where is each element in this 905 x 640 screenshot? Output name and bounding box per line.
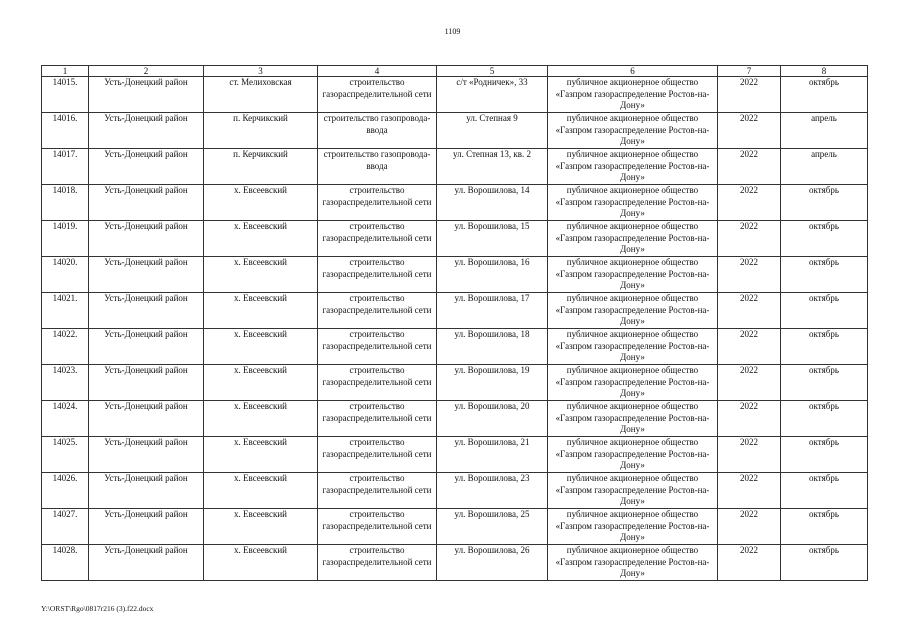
address-cell: ул. Ворошилова, 26 [437, 545, 548, 581]
year-cell: 2022 [718, 257, 781, 293]
table-row [42, 113, 868, 149]
work-type-cell: строительство газораспределительной сети [318, 329, 437, 365]
year-cell: 2022 [718, 437, 781, 473]
address-cell: ул. Ворошилова, 18 [437, 329, 548, 365]
year-cell: 2022 [718, 77, 781, 113]
settlement-cell: х. Евсеевский [204, 545, 318, 581]
year-cell: 2022 [718, 185, 781, 221]
year-cell: 2022 [718, 149, 781, 185]
address-cell: ул. Ворошилова, 14 [437, 185, 548, 221]
organization-cell: публичное акционерное общество «Газпром газораспределение Ростов-на-Дону» [548, 221, 718, 257]
row-number: 14017. [42, 149, 89, 185]
table-row [42, 509, 868, 545]
settlement-cell: п. Керчикский [204, 113, 318, 149]
month-cell: октябрь [781, 437, 868, 473]
column-header: 3 [204, 66, 318, 77]
year-cell: 2022 [718, 509, 781, 545]
row-number: 14019. [42, 221, 89, 257]
column-header: 8 [781, 66, 868, 77]
month-cell: октябрь [781, 185, 868, 221]
table-row [42, 365, 868, 401]
table-row [42, 473, 868, 509]
organization-cell: публичное акционерное общество «Газпром газораспределение Ростов-на-Дону» [548, 545, 718, 581]
footer-file-path: Y:\ORST\Rgo\0817r216 (3).f22.docx [41, 604, 154, 613]
district-cell: Усть-Донецкий район [89, 365, 204, 401]
district-cell: Усть-Донецкий район [89, 257, 204, 293]
row-number: 14020. [42, 257, 89, 293]
organization-cell: публичное акционерное общество «Газпром газораспределение Ростов-на-Дону» [548, 401, 718, 437]
organization-cell: публичное акционерное общество «Газпром газораспределение Ростов-на-Дону» [548, 257, 718, 293]
registry-table [41, 65, 868, 581]
row-number: 14026. [42, 473, 89, 509]
column-header: 7 [718, 66, 781, 77]
district-cell: Усть-Донецкий район [89, 329, 204, 365]
row-number: 14027. [42, 509, 89, 545]
year-cell: 2022 [718, 545, 781, 581]
work-type-cell: строительство газораспределительной сети [318, 185, 437, 221]
row-number: 14023. [42, 365, 89, 401]
work-type-cell: строительство газораспределительной сети [318, 365, 437, 401]
settlement-cell: х. Евсеевский [204, 329, 318, 365]
table-row [42, 185, 868, 221]
table-row [42, 77, 868, 113]
row-number: 14024. [42, 401, 89, 437]
month-cell: октябрь [781, 293, 868, 329]
organization-cell: публичное акционерное общество «Газпром газораспределение Ростов-на-Дону» [548, 77, 718, 113]
settlement-cell: х. Евсеевский [204, 257, 318, 293]
organization-cell: публичное акционерное общество «Газпром газораспределение Ростов-на-Дону» [548, 113, 718, 149]
row-number: 14022. [42, 329, 89, 365]
organization-cell: публичное акционерное общество «Газпром газораспределение Ростов-на-Дону» [548, 509, 718, 545]
table-row [42, 401, 868, 437]
month-cell: октябрь [781, 257, 868, 293]
month-cell: октябрь [781, 221, 868, 257]
address-cell: с/т «Родничек», 33 [437, 77, 548, 113]
page-number: 1109 [444, 27, 461, 36]
month-cell: апрель [781, 113, 868, 149]
column-header: 2 [89, 66, 204, 77]
address-cell: ул. Ворошилова, 23 [437, 473, 548, 509]
work-type-cell: строительство газораспределительной сети [318, 221, 437, 257]
settlement-cell: х. Евсеевский [204, 293, 318, 329]
district-cell: Усть-Донецкий район [89, 185, 204, 221]
district-cell: Усть-Донецкий район [89, 437, 204, 473]
month-cell: октябрь [781, 401, 868, 437]
settlement-cell: х. Евсеевский [204, 185, 318, 221]
table-row [42, 221, 868, 257]
organization-cell: публичное акционерное общество «Газпром газораспределение Ростов-на-Дону» [548, 293, 718, 329]
work-type-cell: строительство газораспределительной сети [318, 77, 437, 113]
district-cell: Усть-Донецкий район [89, 149, 204, 185]
address-cell: ул. Ворошилова, 25 [437, 509, 548, 545]
month-cell: октябрь [781, 365, 868, 401]
month-cell: октябрь [781, 473, 868, 509]
row-number: 14015. [42, 77, 89, 113]
settlement-cell: х. Евсеевский [204, 509, 318, 545]
address-cell: ул. Ворошилова, 17 [437, 293, 548, 329]
year-cell: 2022 [718, 113, 781, 149]
column-header: 6 [548, 66, 718, 77]
month-cell: октябрь [781, 329, 868, 365]
month-cell: октябрь [781, 545, 868, 581]
district-cell: Усть-Донецкий район [89, 401, 204, 437]
table-row [42, 293, 868, 329]
table-row [42, 437, 868, 473]
address-cell: ул. Ворошилова, 21 [437, 437, 548, 473]
district-cell: Усть-Донецкий район [89, 545, 204, 581]
table-row [42, 149, 868, 185]
organization-cell: публичное акционерное общество «Газпром газораспределение Ростов-на-Дону» [548, 185, 718, 221]
table-row [42, 329, 868, 365]
month-cell: апрель [781, 149, 868, 185]
organization-cell: публичное акционерное общество «Газпром газораспределение Ростов-на-Дону» [548, 437, 718, 473]
work-type-cell: строительство газораспределительной сети [318, 437, 437, 473]
district-cell: Усть-Донецкий район [89, 113, 204, 149]
year-cell: 2022 [718, 293, 781, 329]
address-cell: ул. Ворошилова, 20 [437, 401, 548, 437]
table-row [42, 545, 868, 581]
row-number: 14025. [42, 437, 89, 473]
settlement-cell: х. Евсеевский [204, 401, 318, 437]
district-cell: Усть-Донецкий район [89, 77, 204, 113]
column-header: 4 [318, 66, 437, 77]
address-cell: ул. Ворошилова, 15 [437, 221, 548, 257]
work-type-cell: строительство газораспределительной сети [318, 509, 437, 545]
header-row [42, 66, 868, 77]
address-cell: ул. Ворошилова, 19 [437, 365, 548, 401]
settlement-cell: х. Евсеевский [204, 221, 318, 257]
district-cell: Усть-Донецкий район [89, 221, 204, 257]
work-type-cell: строительство газораспределительной сети [318, 473, 437, 509]
organization-cell: публичное акционерное общество «Газпром газораспределение Ростов-на-Дону» [548, 473, 718, 509]
district-cell: Усть-Донецкий район [89, 509, 204, 545]
row-number: 14016. [42, 113, 89, 149]
work-type-cell: строительство газораспределительной сети [318, 293, 437, 329]
year-cell: 2022 [718, 473, 781, 509]
month-cell: октябрь [781, 509, 868, 545]
year-cell: 2022 [718, 401, 781, 437]
organization-cell: публичное акционерное общество «Газпром газораспределение Ростов-на-Дону» [548, 329, 718, 365]
work-type-cell: строительство газораспределительной сети [318, 257, 437, 293]
address-cell: ул. Степная 9 [437, 113, 548, 149]
district-cell: Усть-Донецкий район [89, 293, 204, 329]
column-header: 5 [437, 66, 548, 77]
row-number: 14021. [42, 293, 89, 329]
table-row [42, 257, 868, 293]
settlement-cell: ст. Мелиховская [204, 77, 318, 113]
address-cell: ул. Ворошилова, 16 [437, 257, 548, 293]
row-number: 14028. [42, 545, 89, 581]
work-type-cell: строительство газораспределительной сети [318, 401, 437, 437]
organization-cell: публичное акционерное общество «Газпром газораспределение Ростов-на-Дону» [548, 149, 718, 185]
column-header: 1 [42, 66, 89, 77]
settlement-cell: х. Евсеевский [204, 365, 318, 401]
settlement-cell: п. Керчикский [204, 149, 318, 185]
year-cell: 2022 [718, 365, 781, 401]
year-cell: 2022 [718, 221, 781, 257]
month-cell: октябрь [781, 77, 868, 113]
settlement-cell: х. Евсеевский [204, 437, 318, 473]
year-cell: 2022 [718, 329, 781, 365]
address-cell: ул. Степная 13, кв. 2 [437, 149, 548, 185]
organization-cell: публичное акционерное общество «Газпром газораспределение Ростов-на-Дону» [548, 365, 718, 401]
district-cell: Усть-Донецкий район [89, 473, 204, 509]
work-type-cell: строительство газопровода-ввода [318, 149, 437, 185]
work-type-cell: строительство газопровода-ввода [318, 113, 437, 149]
work-type-cell: строительство газораспределительной сети [318, 545, 437, 581]
row-number: 14018. [42, 185, 89, 221]
settlement-cell: х. Евсеевский [204, 473, 318, 509]
